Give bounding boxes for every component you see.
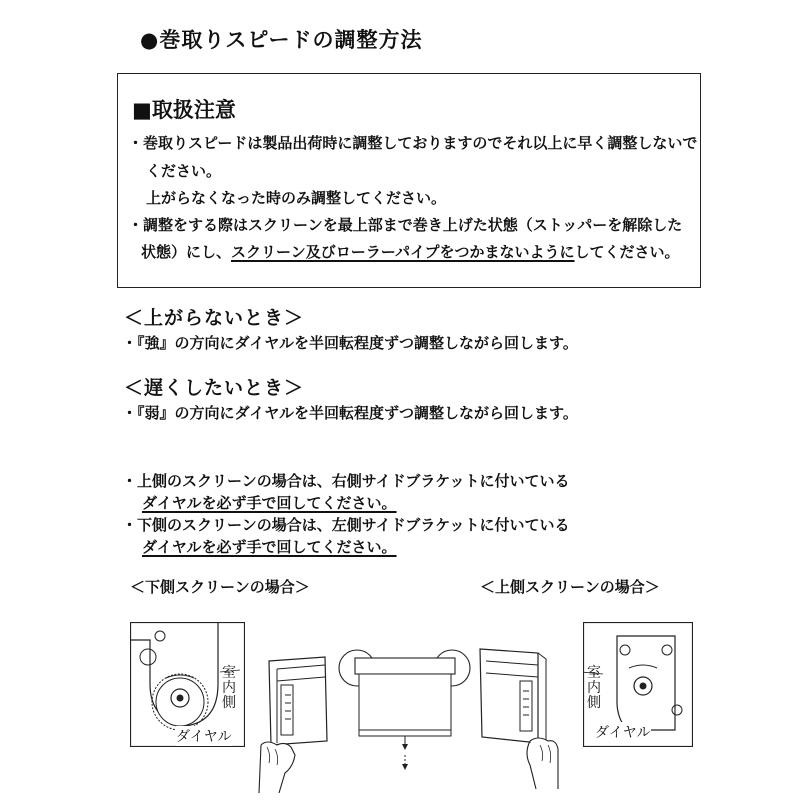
center-screen-figure <box>337 640 472 775</box>
lower-note-line-1: ・下側のスクリーンの場合は、左側サイドブラケットに付いている <box>122 516 570 534</box>
lower-note-line-2: ダイヤルを必ず手で回してください。 <box>142 538 397 556</box>
caption-lower-screen: ＜下側スクリーンの場合＞ <box>130 578 310 596</box>
upper-note-line-1: ・上側のスクリーンの場合は、右側サイドブラケットに付いている <box>122 472 570 490</box>
notice-line-3: 上がらなくなった時のみ調整してください。 <box>146 189 447 207</box>
dial-label-right: ダイヤル <box>595 722 651 742</box>
section-line-slow-down: ・『弱』の方向にダイヤルを半回転程度ずつ調整しながら回します。 <box>122 404 578 422</box>
notice-heading: ■取扱注意 <box>132 98 236 122</box>
section-line-not-rising: ・『強』の方向にダイヤルを半回転程度ずつ調整しながら回します。 <box>122 334 578 352</box>
left-hand-bracket-drawing <box>255 655 335 795</box>
section-heading-not-rising: ＜上がらないとき＞ <box>124 307 305 329</box>
upper-note-line-2: ダイヤルを必ず手で回してください。 <box>142 494 397 512</box>
section-heading-slow-down: ＜遅くしたいとき＞ <box>124 377 305 399</box>
notice-line-1: ・巻取りスピードは製品出荷時に調整しておりますのでそれ以上に早く調整しないで <box>128 134 698 152</box>
indoor-side-label-left: 室 内 側 <box>222 665 236 711</box>
notice-line-5 <box>141 241 680 262</box>
page-title: ●巻取りスピードの調整方法 <box>140 28 423 52</box>
left-bracket-detail-figure <box>130 622 245 747</box>
notice-line-5a: 状態）にし、 <box>141 243 232 261</box>
notice-line-2: ください。 <box>146 162 222 180</box>
left-hand-bracket-figure <box>255 655 335 795</box>
notice-warning-underlined: スクリーン及びローラーパイプをつかまないように <box>231 243 575 261</box>
center-screen-drawing <box>337 640 472 775</box>
right-hand-bracket-drawing <box>478 645 563 790</box>
notice-line-5c: してください。 <box>574 243 680 261</box>
dial-label-left: ダイヤル <box>176 726 232 746</box>
caption-upper-screen: ＜上側スクリーンの場合＞ <box>480 578 660 596</box>
right-hand-bracket-figure <box>478 645 563 790</box>
notice-line-4: ・調整をする際はスクリーンを最上部まで巻き上げた状態（ストッパーを解除した <box>128 216 683 234</box>
indoor-side-label-right: 室 内 側 <box>587 665 601 711</box>
right-bracket-detail-figure <box>583 622 693 747</box>
